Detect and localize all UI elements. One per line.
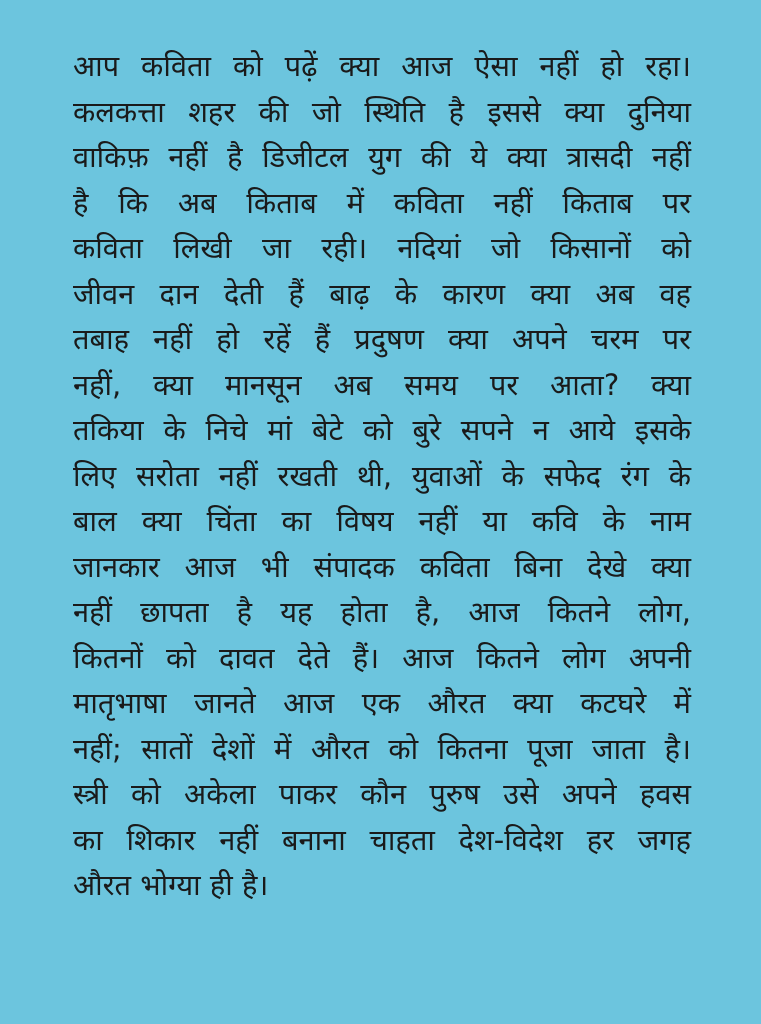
text-line: नहीं छापता है यह होता है, आज कितने लोग, bbox=[73, 595, 691, 629]
text-line: कविता लिखी जा रही। नदियां जो किसानों को bbox=[73, 231, 691, 265]
text-line: जीवन दान देती हैं बाढ़ के कारण क्या अब वह bbox=[73, 276, 691, 311]
text-line: आप कविता को पढ़ें क्या आज ऐसा नहीं हो रहा। bbox=[73, 49, 691, 83]
text-line: कितनों को दावत देते हैं। आज कितने लोग अपनी bbox=[73, 640, 691, 675]
text-line: नहीं, क्या मानसून अब समय पर आता? क्या bbox=[73, 367, 691, 402]
text-line: वाकिफ़ नहीं है डिजीटल युग की ये क्या त्रासदी नहीं bbox=[73, 140, 691, 174]
document-page bbox=[73, 44, 691, 1004]
text-line: नहीं; सातों देशों में औरत को कितना पूजा जाता है। bbox=[73, 731, 691, 766]
text-line: है कि अब किताब में कविता नहीं किताब पर bbox=[73, 185, 691, 220]
text-line: लिए सरोता नहीं रखती थी, युवाओं के सफेद रंग के bbox=[73, 458, 691, 493]
text-line: स्त्री को अकेला पाकर कौन पुरुष उसे अपने हवस bbox=[73, 777, 691, 811]
text-line: तकिया के निचे मां बेटे को बुरे सपने न आये इसके bbox=[73, 413, 691, 447]
text-line: बाल क्या चिंता का विषय नहीं या कवि के नाम bbox=[73, 504, 691, 538]
text-line: का शिकार नहीं बनाना चाहता देश-विदेश हर जगह bbox=[73, 822, 691, 857]
text-line: कलकत्ता शहर की जो स्थिति है इससे क्या दुनिया bbox=[73, 94, 691, 129]
text-line-last: औरत भोग्या ही है। bbox=[73, 868, 269, 902]
text-line: तबाह नहीं हो रहें हैं प्रदुषण क्या अपने चरम पर bbox=[73, 322, 691, 356]
text-line: मातृभाषा जानते आज एक औरत क्या कटघरे में bbox=[73, 686, 691, 720]
text-line: जानकार आज भी संपादक कविता बिना देखे क्या bbox=[73, 549, 691, 584]
